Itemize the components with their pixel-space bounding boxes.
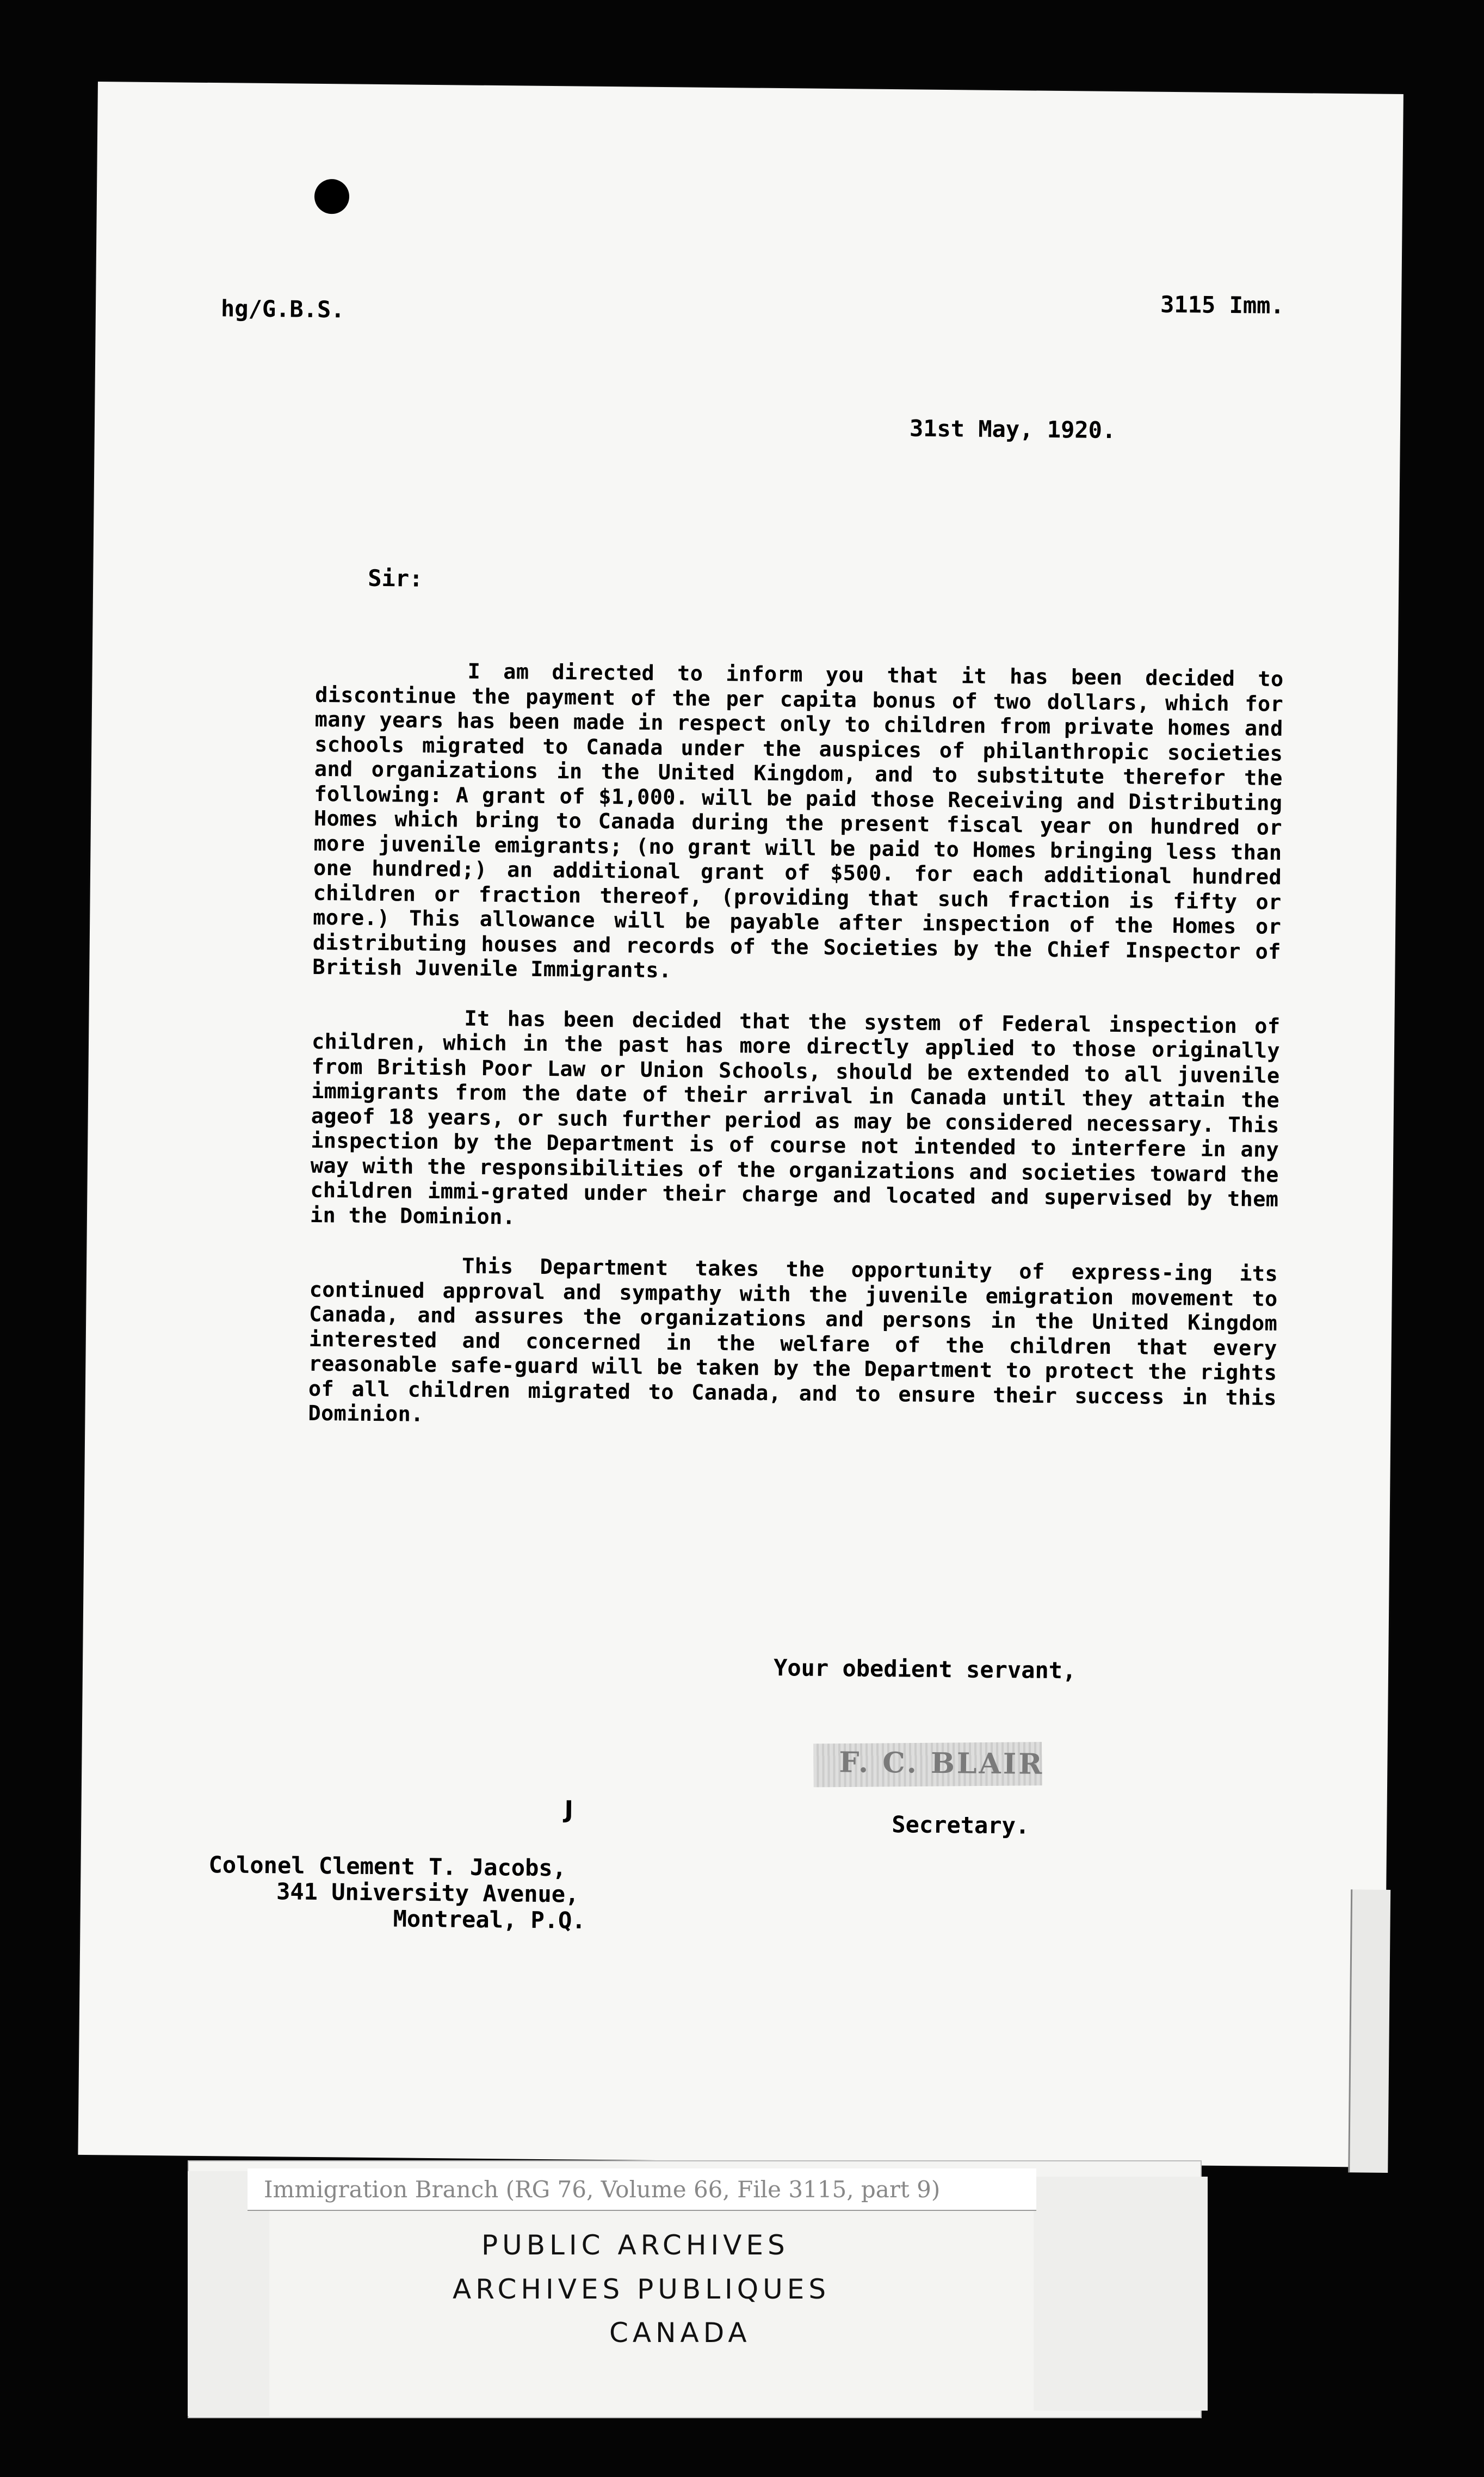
closing: Your obedient servant, xyxy=(773,1654,1077,1684)
archive-label-tab-right xyxy=(1034,2177,1208,2411)
letter-body xyxy=(308,658,1284,1461)
addressee-street: 341 University Avenue, xyxy=(276,1878,579,1908)
reference-initials: hg/G.B.S. xyxy=(220,295,345,323)
letter-date: 31st May, 1920. xyxy=(909,415,1116,443)
signatory-title: Secretary. xyxy=(892,1811,1030,1839)
archive-line-french: ARCHIVES PUBLIQUES xyxy=(453,2273,831,2305)
archive-reference: Immigration Branch (RG 76, Volume 66, File 3115, part 9) xyxy=(248,2168,1036,2211)
paragraph-1: I am directed to inform you that it has been decided to discontinue the payment of the per capita bonus of two dollars, which for many years has been made in respect only to children from private homes and schools migrated to Canada under the auspices of philanthropic societies and organizations in the United Kingdom, and to substitute therefor the following: A grant of $1,000. will be paid those Receiving and Distributing Homes which bring to Canada during the present fiscal year on hundred or more juvenile emigrants; (no grant will be paid to Homes bringing less than one hundred;) an additional grant of $500. for each additional hundred children or fraction thereof, (providing that such fraction is fifty or more.) This allowance will be payable after inspection of the Homes or distributing houses and records of the Societies by the Chief Inspector of British Juvenile Immigrants. xyxy=(312,659,1284,983)
paper-torn-edge xyxy=(1348,1889,1390,2173)
addressee-city: Montreal, P.Q. xyxy=(393,1905,586,1934)
salutation: Sir: xyxy=(368,564,423,592)
archive-line-english: PUBLIC ARCHIVES xyxy=(481,2229,789,2261)
paragraph-2: It has been decided that the system of Federal inspection of children, which in the past has more directly applied to those originally from British Poor Law or Union Schools, should be extended to all juvenile immigrants from the date of their arrival in Canada until they attain the ageof 18 years, or such further period as may be considered necessary. This inspection by the Department is of course not intended to interfere in any way with the responsibilities of the organizations and societies toward the children immi-grated under their charge and located and supervised by them in the Dominion. xyxy=(310,1006,1281,1229)
punch-hole xyxy=(314,179,350,214)
addressee-name: Colonel Clement T. Jacobs, xyxy=(208,1851,567,1882)
file-reference: 3115 Imm. xyxy=(1160,291,1284,319)
handwritten-mark: J xyxy=(564,1796,574,1824)
signature-stamp-text: F. C. BLAIR xyxy=(839,1746,1044,1781)
paragraph-3: This Department takes the opportunity of express-ing its continued approval and sympathy with the juvenile emigration movement to Canada, and assures the organizations and persons in the United Kingdom interested and concerned in the welfare of the children that every reasonable safe-guard will be taken by the Department to protect the rights of all children migrated to Canada, and to ensure their success in this Dominion. xyxy=(308,1254,1278,1427)
archive-line-country: CANADA xyxy=(609,2317,751,2349)
letter-page xyxy=(78,82,1403,2167)
